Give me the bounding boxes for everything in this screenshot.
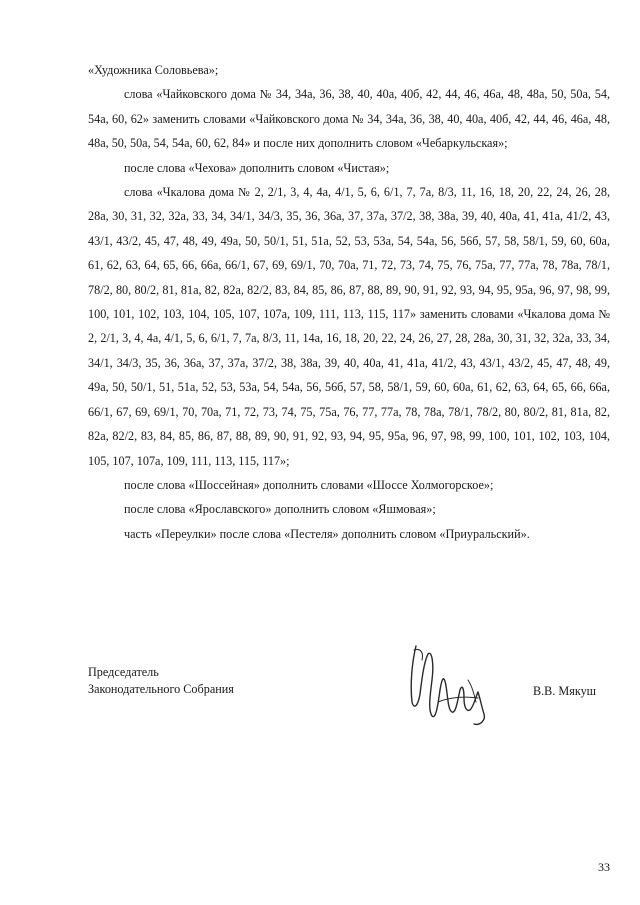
paragraph-shosseinaya: после слова «Шоссейная» дополнить словами «Шоссе Холмогорское»; bbox=[124, 477, 494, 492]
signatory-name: В.В. Мякуш bbox=[533, 684, 597, 698]
paragraph-chekhova: после слова «Чехова» дополнить словом «Чистая»; bbox=[124, 160, 390, 175]
signatory-position-line1: Председатель bbox=[88, 665, 159, 679]
page-number: 33 bbox=[598, 860, 610, 874]
document-body bbox=[88, 58, 610, 546]
paragraph-pereulki: часть «Переулки» после слова «Пестеля» дополнить словом «Приуральский». bbox=[124, 526, 530, 541]
handwritten-signature bbox=[402, 640, 502, 728]
paragraph-chkalova: слова «Чкалова дома № 2, 2/1, 3, 4, 4а, 4/1, 5, 6, 6/1, 7, 7а, 8/3, 11, 16, 18, 20, 22, 24, 26, 28, 28а, 30, 31, 32, 32а, 33, 34, 34/1, 34/3, 35, 36, 36а, 37, 37а, 37/2, 38, 38а, 39, 40, 40а, 41, 41а, 41/2, 43, 43/1, 43/2, 45, 47, 48, 49, 49а, 50, 50/1, 51, 51а, 52, 53, 53а, 54, 54а, 56, 56б, 57, 58, 58/1, 59, 60, 60а, 61, 62, 63, 64, 65, 66, 66а, 66/1, 67, 69, 69/1, 70, 70а, 71, 72, 73, 74, 75, 76, 75а, 77, 77а, 78, 78а, 78/1, 78/2, 80, 80/2, 81, 81а, 82, 82а, 82/2, 83, 84, 85, 86, 87, 88, 89, 90, 91, 92, 93, 94, 95, 95а, 96, 97, 98, 99, 100, 101, 102, 103, 104, 105, 107, 107а, 109, 111, 113, 115, 117» заменить словами «Чкалова дома № 2, 2/1, 3, 4, 4а, 4/1, 5, 6, 6/1, 7, 7а, 8/3, 11, 14а, 16, 18, 20, 22, 24, 26, 27, 28, 28а, 30, 31, 32, 32а, 33, 34, 34/1, 34/3, 35, 36, 36а, 37, 37а, 37/2, 38, 38а, 39, 40, 40а, 41, 41а, 41/2, 43, 43/1, 43/2, 45, 47, 48, 49, 49а, 50, 50/1, 51, 51а, 52, 53, 53а, 54, 54а, 56, 56б, 57, 58, 58/1, 59, 60, 60а, 61, 62, 63, 64, 65, 66, 66а, 66/1, 67, 69, 69/1, 70, 70а, 71, 72, 73, 74, 75, 75а, 76, 77, 77а, 78, 78а, 78/1, 78/2, 80, 80/2, 81, 81а, 82, 82а, 82/2, 83, 84, 85, 86, 87, 88, 89, 90, 91, 92, 93, 94, 95, 95а, 96, 97, 98, 99, 100, 101, 102, 103, 104, 105, 107, 107а, 109, 111, 113, 115, 117»; bbox=[88, 185, 610, 468]
paragraph-chaikovskogo: слова «Чайковского дома № 34, 34а, 36, 38, 40, 40а, 40б, 42, 44, 46, 46а, 48, 48а, 50, 50а, 54, 54а, 60, 62» заменить словами «Чайковского дома № 34, 34а, 36, 38, 40, 40а, 40б, 42, 44, 46, 46а, 48, 48а, 50, 50а, 54, 54а, 60, 62, 84» и после них дополнить словом «Чебаркульская»; bbox=[88, 87, 610, 151]
signatory-position bbox=[88, 664, 234, 698]
paragraph-khudozhnika-solovieva: «Художника Соловьева»; bbox=[88, 63, 219, 77]
signatory-position-line2: Законодательного Собрания bbox=[88, 682, 234, 696]
paragraph-yaroslavskogo: после слова «Ярославского» дополнить словом «Яшмовая»; bbox=[124, 502, 436, 517]
